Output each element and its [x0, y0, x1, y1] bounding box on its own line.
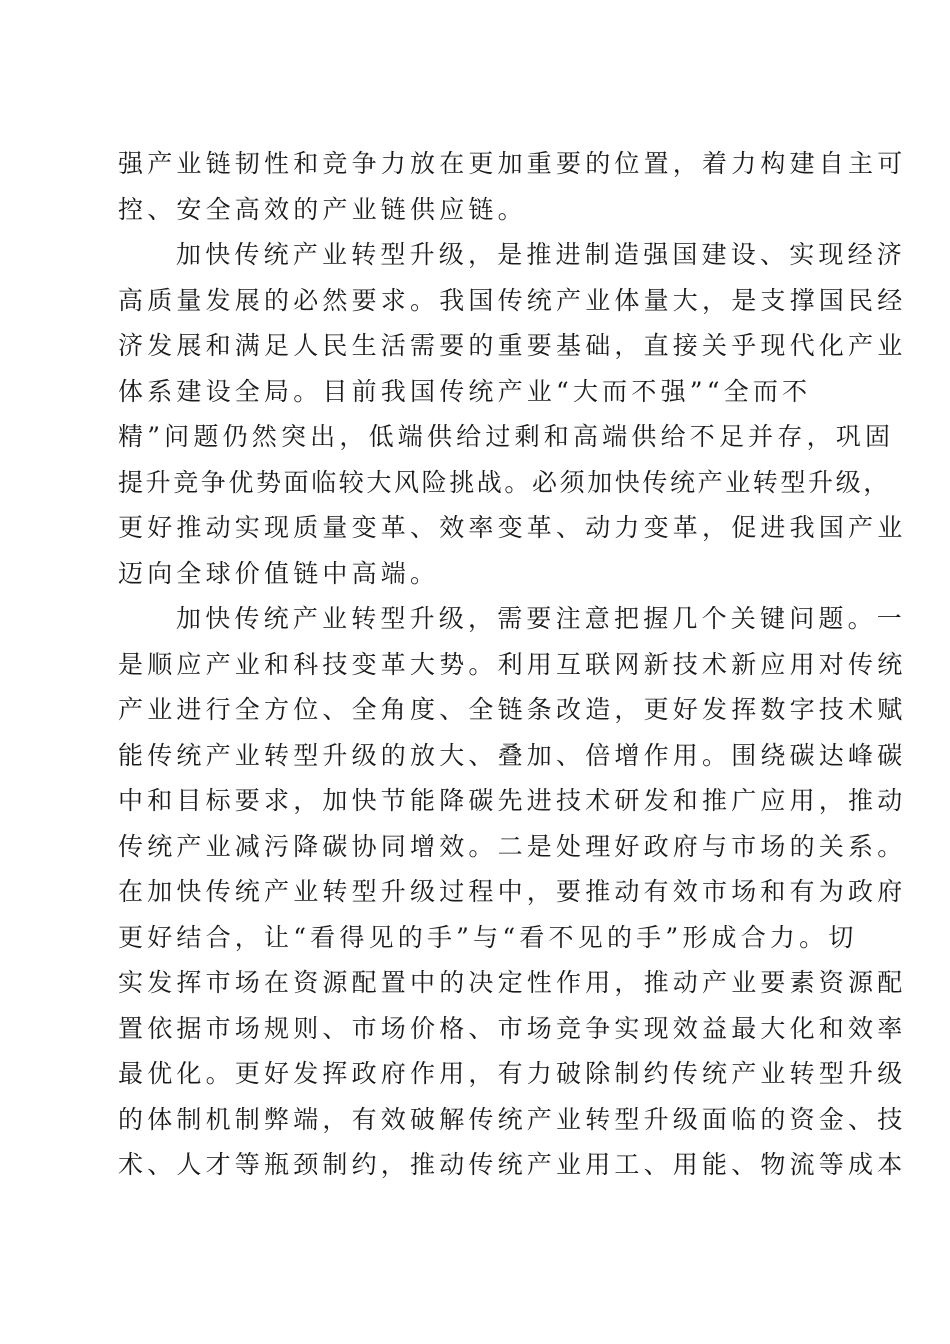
text-line: 实发挥市场在资源配置中的决定性作用，推动产业要素资源配: [118, 968, 907, 997]
text-line: 能传统产业转型升级的放大、叠加、倍增作用。围绕碳达峰碳: [118, 740, 907, 770]
text-line: 控、安全高效的产业链供应链。: [118, 194, 527, 224]
paragraph-start-line: 加快传统产业转型升级，需要注意把握几个关键问题。一: [176, 604, 907, 633]
text-line: 强产业链韧性和竞争力放在更加重要的位置，着力构建自主可: [118, 149, 907, 178]
text-line: 产业进行全方位、全角度、全链条改造，更好发挥数字技术赋: [118, 695, 907, 724]
text-line: 济发展和满足人民生活需要的重要基础，直接关乎现代化产业: [118, 331, 907, 360]
text-line: 的体制机制弊端，有效破解传统产业转型升级面临的资金、技: [118, 1104, 907, 1134]
text-line: 迈向全球价值链中高端。: [118, 558, 440, 588]
text-line: 更好结合，让“看得见的手”与“看不见的手”形成合力。切: [118, 922, 858, 952]
text-line: 更好推动实现质量变革、效率变革、动力变革，促进我国产业: [118, 513, 907, 542]
body-text: [118, 141, 907, 1188]
text-line: 传统产业减污降碳协同增效。二是处理好政府与市场的关系。: [118, 831, 907, 861]
text-line: 最优化。更好发挥政府作用，有力破除制约传统产业转型升级: [118, 1059, 907, 1088]
text-line: 精”问题仍然突出，低端供给过剩和高端供给不足并存，巩固: [118, 422, 895, 451]
text-line: 在加快传统产业转型升级过程中，要推动有效市场和有为政府: [118, 877, 907, 906]
text-line: 是顺应产业和科技变革大势。利用互联网新技术新应用对传统: [118, 649, 907, 679]
text-line: 提升竞争优势面临较大风险挑战。必须加快传统产业转型升级，: [118, 467, 891, 497]
text-line: 体系建设全局。目前我国传统产业“大而不强”“全而不: [118, 376, 812, 406]
text-line: 置依据市场规则、市场价格、市场竞争实现效益最大化和效率: [118, 1013, 907, 1043]
text-line: 高质量发展的必然要求。我国传统产业体量大，是支撑国民经: [118, 285, 907, 315]
paragraph-start-line: 加快传统产业转型升级，是推进制造强国建设、实现经济: [176, 240, 907, 269]
text-line: 术、人才等瓶颈制约，推动传统产业用工、用能、物流等成本: [118, 1150, 907, 1179]
text-line: 中和目标要求，加快节能降碳先进技术研发和推广应用，推动: [118, 786, 907, 815]
